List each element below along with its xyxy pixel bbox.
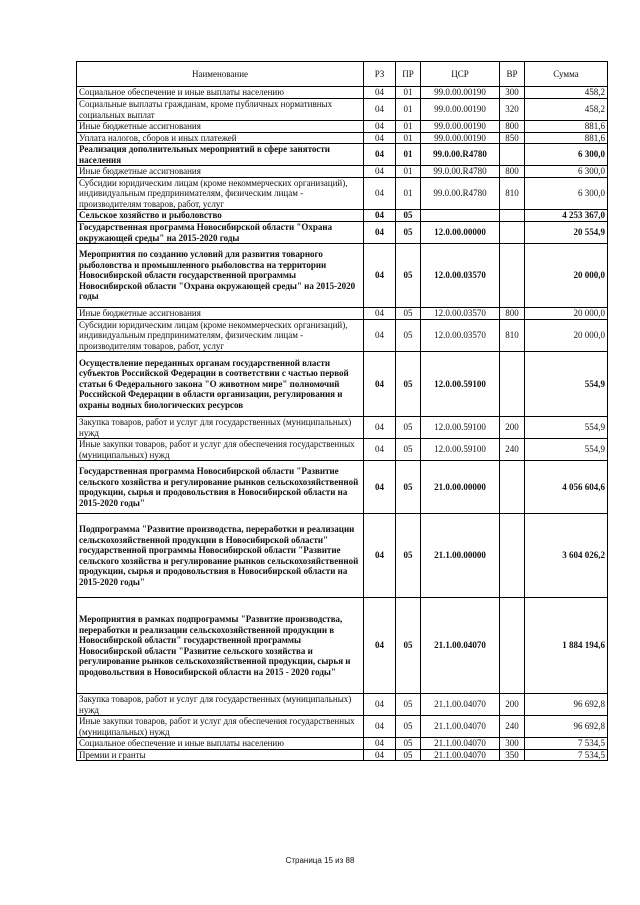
cell-csr: 99.0.00.00190 [421, 132, 500, 144]
table-row [77, 514, 608, 598]
header-sum: Сумма [525, 62, 608, 87]
cell-rz: 04 [364, 439, 396, 461]
cell-csr: 12.0.00.00000 [421, 222, 500, 244]
table-row [77, 738, 608, 750]
table-row [77, 461, 608, 514]
cell-sum: 7 534,5 [525, 749, 608, 761]
cell-vr [500, 222, 525, 244]
cell-vr [500, 514, 525, 598]
cell-rz: 04 [364, 308, 396, 320]
table-row [77, 99, 608, 121]
cell-vr: 810 [500, 177, 525, 210]
cell-sum: 6 300,0 [525, 177, 608, 210]
table-row [77, 210, 608, 222]
cell-vr: 300 [500, 87, 525, 99]
cell-csr: 12.0.00.03570 [421, 319, 500, 352]
cell-sum: 881,6 [525, 121, 608, 133]
cell-rz: 04 [364, 514, 396, 598]
table-row [77, 352, 608, 417]
cell-name: Иные бюджетные ассигнования [77, 121, 364, 133]
cell-pr: 05 [396, 738, 421, 750]
cell-sum: 1 884 194,6 [525, 598, 608, 694]
table-row [77, 244, 608, 308]
cell-vr [500, 598, 525, 694]
cell-pr: 05 [396, 694, 421, 716]
page-number: Страница 15 из 88 [285, 856, 355, 865]
cell-name: Мероприятия по созданию условий для развития товарного рыболовства и промышленного рыболовства на территории Новосибирской области государственной программы Новосибирской области "Охрана окружающей среды" на 2015-2020 годы [77, 244, 364, 308]
table-row [77, 132, 608, 144]
cell-vr [500, 352, 525, 417]
cell-pr: 01 [396, 177, 421, 210]
cell-csr: 21.1.00.04070 [421, 738, 500, 750]
cell-csr: 21.1.00.04070 [421, 694, 500, 716]
cell-sum: 881,6 [525, 132, 608, 144]
cell-vr [500, 461, 525, 514]
cell-rz: 04 [364, 319, 396, 352]
cell-sum: 20 000,0 [525, 308, 608, 320]
cell-rz: 04 [364, 461, 396, 514]
cell-pr: 05 [396, 598, 421, 694]
cell-csr: 21.1.00.04070 [421, 749, 500, 761]
cell-csr: 21.1.00.00000 [421, 514, 500, 598]
cell-sum: 20 554,9 [525, 222, 608, 244]
cell-vr: 240 [500, 439, 525, 461]
cell-name: Реализация дополнительных мероприятий в сфере занятости населения [77, 144, 364, 166]
cell-pr: 05 [396, 352, 421, 417]
cell-sum: 6 300,0 [525, 144, 608, 166]
cell-sum: 554,9 [525, 417, 608, 439]
cell-rz: 04 [364, 144, 396, 166]
cell-pr: 05 [396, 308, 421, 320]
table-row [77, 716, 608, 738]
cell-rz: 04 [364, 132, 396, 144]
cell-name: Закупка товаров, работ и услуг для государственных (муниципальных) нужд [77, 417, 364, 439]
cell-vr: 800 [500, 166, 525, 178]
cell-sum: 20 000,0 [525, 319, 608, 352]
table-row [77, 694, 608, 716]
cell-rz: 04 [364, 694, 396, 716]
cell-name: Социальное обеспечение и иные выплаты населению [77, 87, 364, 99]
cell-name: Иные бюджетные ассигнования [77, 308, 364, 320]
cell-name: Социальное обеспечение и иные выплаты населению [77, 738, 364, 750]
cell-name: Подпрограмма "Развитие производства, переработки и реализации сельскохозяйственной продукции в Новосибирской области" государственной программы Новосибирской области "Развитие сельского хозяйства и регулирование рынков сельскохозяйственной продукции, сырья и продовольствия в Новосибирской области на 2015-2020 годы" [77, 514, 364, 598]
cell-sum: 96 692,8 [525, 716, 608, 738]
cell-vr: 320 [500, 99, 525, 121]
cell-csr: 99.0.00.R4780 [421, 144, 500, 166]
table-row [77, 144, 608, 166]
cell-vr: 200 [500, 417, 525, 439]
cell-csr: 99.0.00.R4780 [421, 177, 500, 210]
cell-sum: 7 534,5 [525, 738, 608, 750]
cell-vr [500, 144, 525, 166]
cell-pr: 05 [396, 417, 421, 439]
header-rz: РЗ [364, 62, 396, 87]
cell-name: Иные закупки товаров, работ и услуг для обеспечения государственных (муниципальных) нужд [77, 716, 364, 738]
cell-csr: 12.0.00.03570 [421, 308, 500, 320]
header-name: Наименование [77, 62, 364, 87]
cell-sum: 3 604 026,2 [525, 514, 608, 598]
table-row [77, 166, 608, 178]
cell-name: Осуществление переданных органам государственной власти субъектов Российской Федерации в соответствии с частью первой статьи 6 Федерального закона "О животном мире" полномочий Российской Федерации в области организации, регулирования и охраны водных биологических ресурсов [77, 352, 364, 417]
table-row [77, 177, 608, 210]
cell-pr: 01 [396, 121, 421, 133]
cell-name: Мероприятия в рамках подпрограммы "Развитие производства, переработки и реализации сельскохозяйственной продукции в Новосибирской области" государственной программы Новосибирской области "Развитие сельского хозяйства и регулирование рынков сельскохозяйственной продукции, сырья и продовольствия в Новосибирской области на 2015 - 2020 годы" [77, 598, 364, 694]
cell-vr: 240 [500, 716, 525, 738]
budget-table [76, 61, 608, 761]
cell-pr: 05 [396, 749, 421, 761]
cell-pr: 01 [396, 166, 421, 178]
cell-name: Иные закупки товаров, работ и услуг для обеспечения государственных (муниципальных) нужд [77, 439, 364, 461]
table-row [77, 749, 608, 761]
cell-vr [500, 244, 525, 308]
cell-pr: 05 [396, 514, 421, 598]
cell-vr: 200 [500, 694, 525, 716]
cell-pr: 05 [396, 439, 421, 461]
cell-rz: 04 [364, 87, 396, 99]
cell-name: Субсидии юридическим лицам (кроме некоммерческих организаций), индивидуальным предпринимателям, физическим лицам - производителям товаров, работ, услуг [77, 319, 364, 352]
cell-vr: 350 [500, 749, 525, 761]
cell-csr: 21.1.00.04070 [421, 716, 500, 738]
cell-rz: 04 [364, 749, 396, 761]
cell-vr: 850 [500, 132, 525, 144]
cell-csr: 12.0.00.59100 [421, 417, 500, 439]
cell-rz: 04 [364, 716, 396, 738]
cell-pr: 01 [396, 144, 421, 166]
table-row [77, 87, 608, 99]
cell-csr: 99.0.00.R4780 [421, 166, 500, 178]
cell-name: Субсидии юридическим лицам (кроме некоммерческих организаций), индивидуальным предпринимателям, физическим лицам - производителям товаров, работ, услуг [77, 177, 364, 210]
cell-rz: 04 [364, 222, 396, 244]
table-row [77, 598, 608, 694]
cell-pr: 01 [396, 99, 421, 121]
cell-sum: 458,2 [525, 87, 608, 99]
cell-csr [421, 210, 500, 222]
cell-pr: 05 [396, 244, 421, 308]
cell-pr: 05 [396, 210, 421, 222]
cell-name: Социальные выплаты гражданам, кроме публичных нормативных социальных выплат [77, 99, 364, 121]
table-row [77, 417, 608, 439]
table-row [77, 439, 608, 461]
budget-table-container [76, 61, 607, 761]
table-row [77, 121, 608, 133]
cell-csr: 99.0.00.00190 [421, 87, 500, 99]
header-csr: ЦСР [421, 62, 500, 87]
cell-rz: 04 [364, 210, 396, 222]
cell-csr: 99.0.00.00190 [421, 99, 500, 121]
cell-name: Сельское хозяйство и рыболовство [77, 210, 364, 222]
cell-pr: 01 [396, 132, 421, 144]
cell-rz: 04 [364, 417, 396, 439]
cell-name: Уплата налогов, сборов и иных платежей [77, 132, 364, 144]
cell-vr: 300 [500, 738, 525, 750]
cell-csr: 12.0.00.59100 [421, 439, 500, 461]
header-pr: ПР [396, 62, 421, 87]
cell-sum: 96 692,8 [525, 694, 608, 716]
cell-vr: 800 [500, 121, 525, 133]
cell-pr: 05 [396, 461, 421, 514]
cell-rz: 04 [364, 99, 396, 121]
cell-pr: 05 [396, 222, 421, 244]
cell-rz: 04 [364, 738, 396, 750]
table-header-row [77, 62, 608, 87]
cell-sum: 4 253 367,0 [525, 210, 608, 222]
table-row [77, 222, 608, 244]
cell-name: Государственная программа Новосибирской области "Развитие сельского хозяйства и регулирование рынков сельскохозяйственной продукции, сырья и продовольствия в Новосибирской области на 2015-2020 годы" [77, 461, 364, 514]
cell-rz: 04 [364, 177, 396, 210]
cell-sum: 4 056 604,6 [525, 461, 608, 514]
cell-sum: 458,2 [525, 99, 608, 121]
cell-name: Закупка товаров, работ и услуг для государственных (муниципальных) нужд [77, 694, 364, 716]
cell-sum: 6 300,0 [525, 166, 608, 178]
cell-pr: 05 [396, 319, 421, 352]
cell-pr: 05 [396, 716, 421, 738]
cell-vr: 800 [500, 308, 525, 320]
cell-csr: 21.0.00.00000 [421, 461, 500, 514]
cell-vr: 810 [500, 319, 525, 352]
cell-sum: 554,9 [525, 352, 608, 417]
cell-csr: 99.0.00.00190 [421, 121, 500, 133]
cell-rz: 04 [364, 166, 396, 178]
cell-rz: 04 [364, 352, 396, 417]
cell-vr [500, 210, 525, 222]
cell-name: Иные бюджетные ассигнования [77, 166, 364, 178]
cell-rz: 04 [364, 244, 396, 308]
table-row [77, 308, 608, 320]
cell-sum: 554,9 [525, 439, 608, 461]
cell-csr: 12.0.00.03570 [421, 244, 500, 308]
header-vr: ВР [500, 62, 525, 87]
cell-pr: 01 [396, 87, 421, 99]
cell-sum: 20 000,0 [525, 244, 608, 308]
cell-csr: 12.0.00.59100 [421, 352, 500, 417]
cell-name: Государственная программа Новосибирской области "Охрана окружающей среды" на 2015-2020 годы [77, 222, 364, 244]
cell-name: Премии и гранты [77, 749, 364, 761]
cell-csr: 21.1.00.04070 [421, 598, 500, 694]
cell-rz: 04 [364, 598, 396, 694]
table-row [77, 319, 608, 352]
cell-rz: 04 [364, 121, 396, 133]
